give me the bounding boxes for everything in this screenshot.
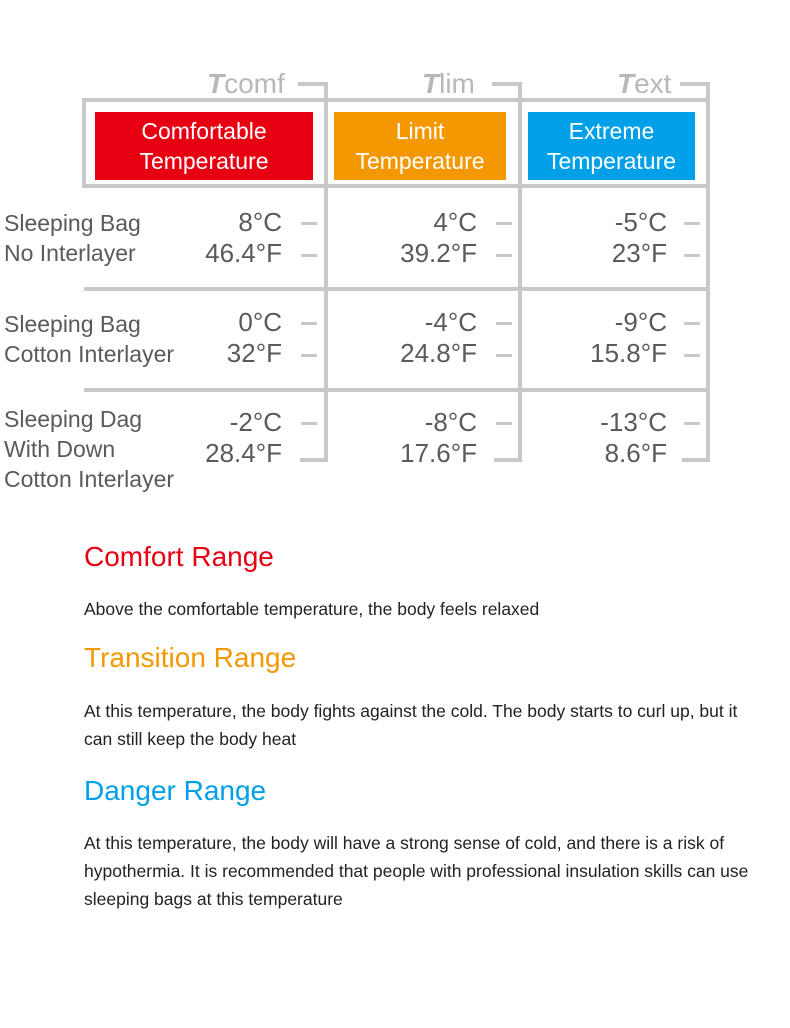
lim-celsius-value: -4°C	[424, 307, 477, 337]
danger-range-title: Danger Range	[84, 775, 267, 806]
text-label: Text	[617, 68, 672, 99]
ext-celsius-value: -13°C	[600, 407, 667, 437]
lim-celsius-value: -8°C	[424, 407, 477, 437]
lim-fahrenheit-value: 24.8°F	[400, 338, 477, 368]
extreme-temperature-box: Extreme Temperature	[528, 112, 695, 180]
comfort-range-text: Above the comfortable temperature, the body feels relaxed	[84, 599, 540, 619]
comf-fahrenheit-value: 32°F	[226, 338, 282, 368]
ext-celsius-value: -9°C	[614, 307, 667, 337]
danger-range-text: At this temperature, the body will have a strong sense of cold, and there is a risk of hypothermia. It is recommended that people with professional insulation skills can use sleeping bags at this temperature	[84, 833, 749, 909]
row-label-down-cotton-interlayer: Sleeping Dag With Down Cotton Interlayer	[4, 406, 175, 492]
comf-celsius-value: 0°C	[238, 307, 282, 337]
comf-celsius-value: 8°C	[238, 207, 282, 237]
transition-range-title: Transition Range	[84, 642, 297, 673]
ext-celsius-value: -5°C	[614, 207, 667, 237]
lim-celsius-value: 4°C	[433, 207, 477, 237]
tlim-label: Tlim	[422, 68, 475, 99]
transition-range-text: At this temperature, the body fights against the cold. The body starts to curl up, but it can still keep the body heat	[84, 701, 738, 749]
row-label-no-interlayer: Sleeping Bag No Interlayer	[4, 210, 141, 266]
comfort-range-title: Comfort Range	[84, 541, 274, 572]
ext-fahrenheit-value: 15.8°F	[590, 338, 667, 368]
comf-fahrenheit-value: 46.4°F	[205, 238, 282, 268]
lim-fahrenheit-value: 39.2°F	[400, 238, 477, 268]
comf-celsius-value: -2°C	[229, 407, 282, 437]
comfortable-temperature-box: Comfortable Temperature	[95, 112, 313, 180]
ext-fahrenheit-value: 8.6°F	[604, 438, 667, 468]
tcomf-label: Tcomf	[207, 68, 285, 99]
lim-fahrenheit-value: 17.6°F	[400, 438, 477, 468]
row-label-cotton-interlayer: Sleeping Bag Cotton Interlayer	[4, 311, 175, 367]
ext-fahrenheit-value: 23°F	[611, 238, 667, 268]
comf-fahrenheit-value: 28.4°F	[205, 438, 282, 468]
limit-temperature-box: Limit Temperature	[334, 112, 506, 180]
